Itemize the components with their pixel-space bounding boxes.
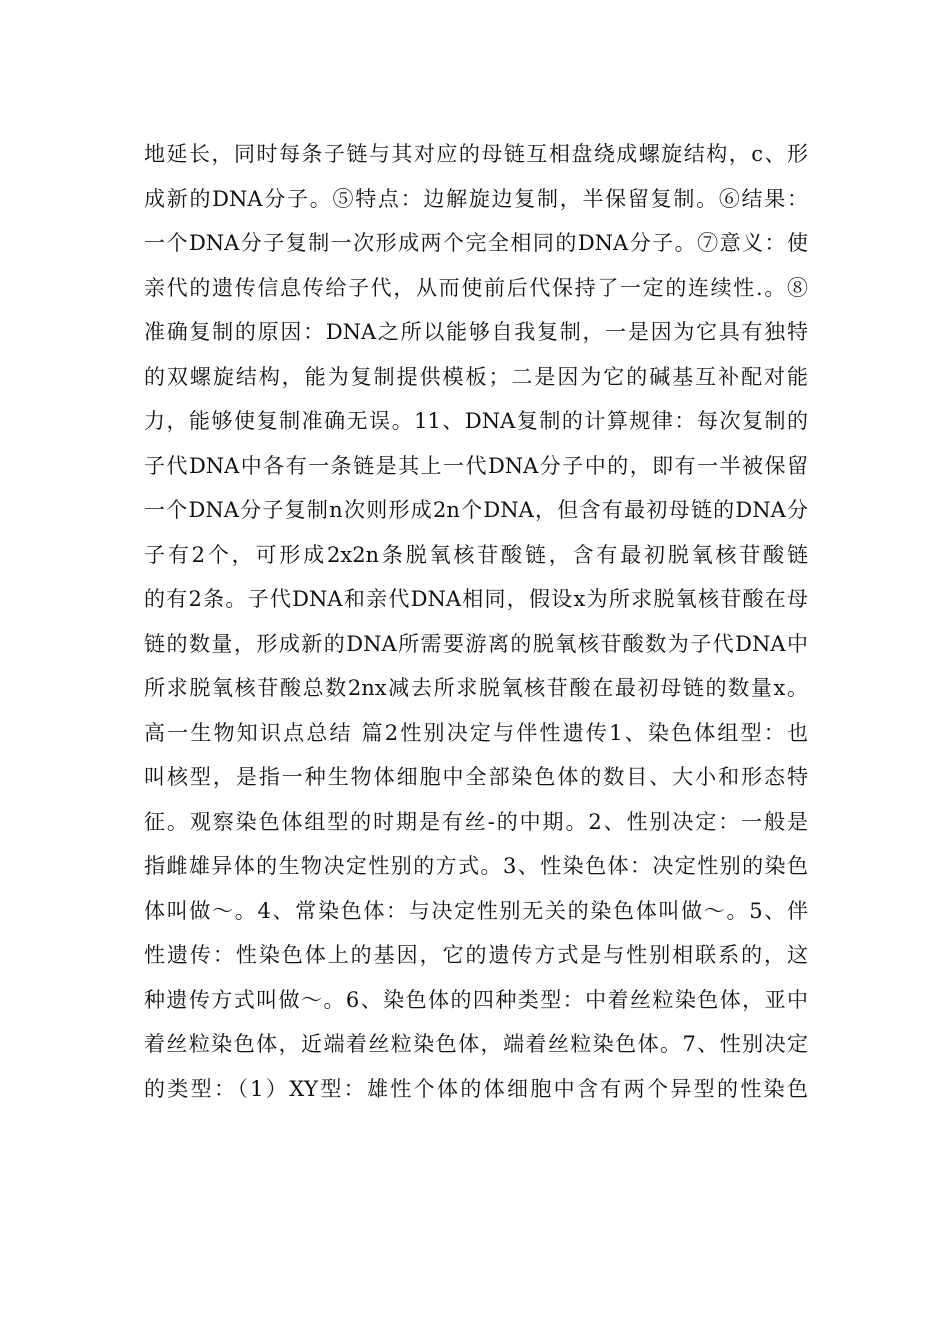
text-line: 力，能够使复制准确无误。11、DNA复制的计算规律：每次复制的 — [144, 409, 808, 433]
text-line: 一个DNA分子复制n次则形成2n个DNA，但含有最初母链的DNA分 — [144, 498, 808, 522]
text-line: 链的数量，形成新的DNA所需要游离的脱氧核苷酸数为子代DNA中 — [144, 631, 808, 656]
text-line: 的类型：（1）XY型：雄性个体的体细胞中含有两个异型的性染色 — [144, 1076, 808, 1101]
text-line: 亲代的遗传信息传给子代，从而使前后代保持了一定的连续性.。⑧ — [144, 275, 808, 300]
text-line: 准确复制的原因：DNA之所以能够自我复制，一是因为它具有独特 — [144, 320, 808, 344]
text-line: 着丝粒染色体，近端着丝粒染色体，端着丝粒染色体。7、性别决定 — [144, 1032, 808, 1056]
text-line: 一个DNA分子复制一次形成两个完全相同的DNA分子。⑦意义：使 — [144, 231, 808, 255]
text-line: 性遗传：性染色体上的基因，它的遗传方式是与性别相联系的，这 — [144, 943, 808, 967]
text-line: 成新的DNA分子。⑤特点：边解旋边复制，半保留复制。⑥结果： — [144, 186, 808, 211]
text-line: 征。观察染色体组型的时期是有丝-的中期。2、性别决定：一般是 — [144, 809, 808, 834]
text-line: 子代DNA中各有一条链是其上一代DNA分子中的，即有一半被保留 — [144, 453, 808, 478]
text-line: 的有2条。子代DNA和亲代DNA相同，假设x为所求脱氧核苷酸在母 — [144, 587, 808, 611]
text-line: 的双螺旋结构，能为复制提供模板；二是因为它的碱基互补配对能 — [144, 364, 808, 389]
text-line: 指雌雄异体的生物决定性别的方式。3、性染色体：决定性别的染色 — [144, 854, 808, 878]
text-line: 所求脱氧核苷酸总数2nx减去所求脱氧核苷酸在最初母链的数量x。 — [144, 676, 808, 700]
text-line: 高一生物知识点总结 篇2性别决定与伴性遗传1、染色体组型：也 — [144, 720, 808, 745]
text-line: 体叫做～。4、常染色体：与决定性别无关的染色体叫做～。5、伴 — [144, 898, 808, 923]
text-line: 叫核型，是指一种生物体细胞中全部染色体的数目、大小和形态特 — [144, 765, 808, 789]
text-line: 种遗传方式叫做～。6、染色体的四种类型：中着丝粒染色体，亚中 — [144, 987, 808, 1012]
document-body — [144, 132, 808, 1111]
text-line: 地延长，同时每条子链与其对应的母链互相盘绕成螺旋结构，c、形 — [144, 142, 808, 166]
text-line: 子有2个，可形成2x2n条脱氧核苷酸链，含有最初脱氧核苷酸链 — [144, 542, 808, 567]
